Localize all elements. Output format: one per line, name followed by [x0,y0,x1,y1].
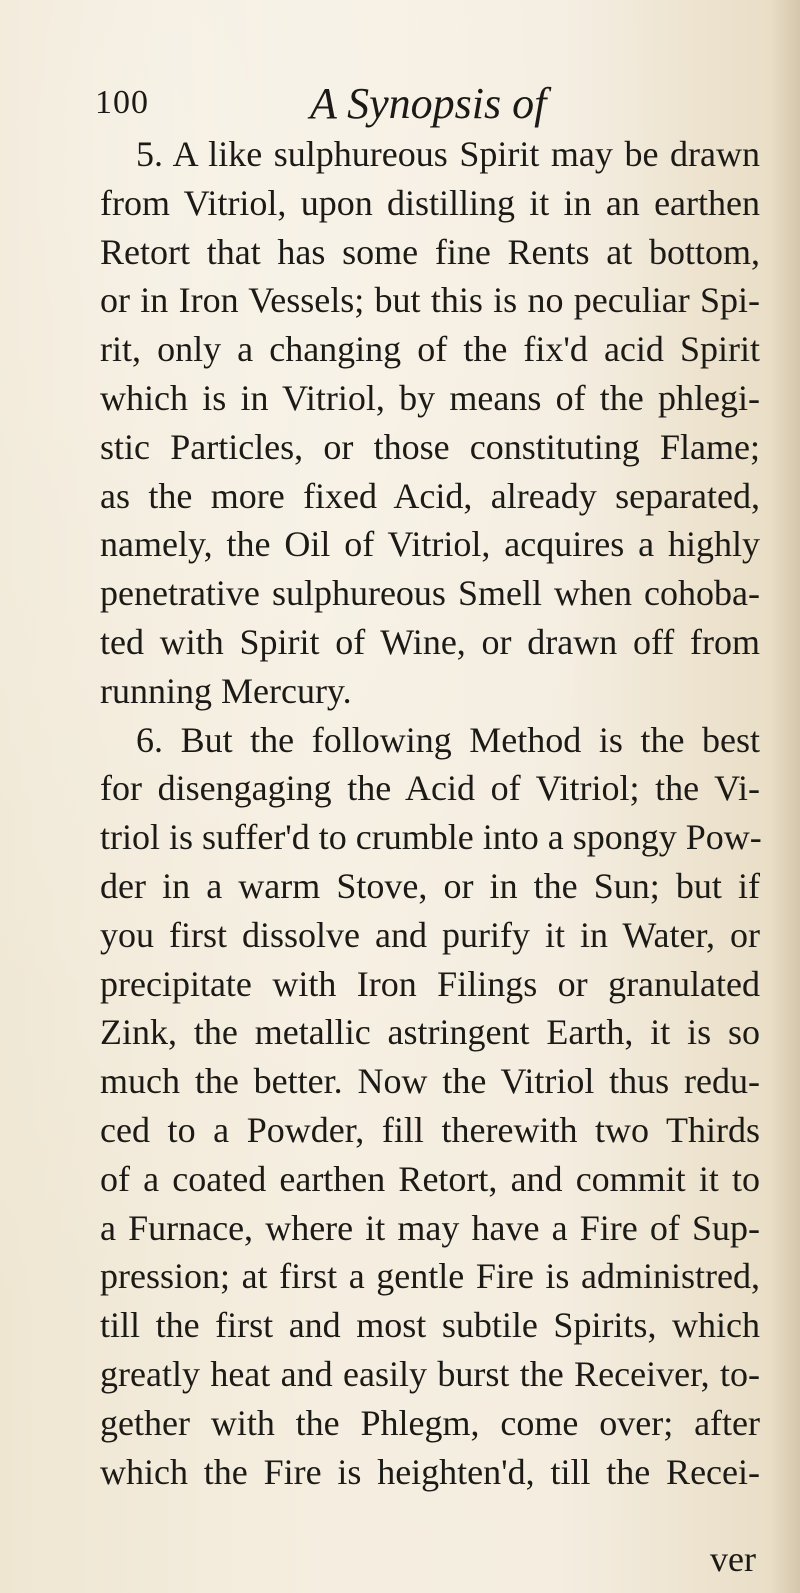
text-line: triol is suffer'd to crumble into a spongy Pow- [100,817,762,858]
text-line: 6. But the following Method is the best [136,719,760,760]
text-line: which the Fire is heighten'd, till the Recei- [100,1451,760,1492]
text-line: 5. A like sulphureous Spirit may be drawn [136,134,760,174]
text-line: penetrative sulphureous Smell when cohoba- [100,573,760,614]
text-line: much the better. Now the Vitriol thus redu- [100,1061,760,1102]
text-line: precipitate with Iron Filings or granulated [100,963,760,1004]
text-line: Zink, the metallic astringent Earth, it is so [100,1012,760,1053]
text-line: pression; at first a gentle Fire is administred, [100,1256,760,1297]
text-line: stic Particles, or those constituting Flame; [100,426,760,467]
body-text [100,130,760,1496]
text-line: namely, the Oil of Vitriol, acquires a highly [100,524,760,565]
text-line: ced to a Powder, fill therewith two Thirds [100,1109,760,1150]
text-line: Retort that has some fine Rents at bottom, [100,231,760,272]
running-title: A Synopsis of [310,79,547,128]
text-line: running Mercury. [100,670,352,711]
text-line: a Furnace, where it may have a Fire of Sup- [100,1207,760,1248]
text-line: as the more fixed Acid, already separated, [100,475,760,516]
text-line: gether with the Phlegm, come over; after [100,1402,760,1443]
text-line: of a coated earthen Retort, and commit it to [100,1158,760,1199]
page-number: 100 [95,84,149,121]
text-line: you first dissolve and purify it in Water, or [100,914,760,955]
text-line: which is in Vitriol, by means of the phlegi- [100,377,760,418]
text-line: greatly heat and easily burst the Receiver, to- [100,1353,760,1394]
text-line: for disengaging the Acid of Vitriol; the Vi- [100,768,760,809]
text-line: till the first and most subtile Spirits, which [100,1305,760,1346]
catchword: ver [710,1539,756,1579]
page-header [95,78,735,128]
text-line: or in Iron Vessels; but this is no peculiar Spi- [100,280,760,321]
text-line: ted with Spirit of Wine, or drawn off from [100,621,760,662]
text-line: from Vitriol, upon distilling it in an earthen [100,182,760,223]
text-line: der in a warm Stove, or in the Sun; but if [100,865,760,906]
text-line: rit, only a changing of the fix'd acid Spirit [100,329,760,370]
page-edge-shadow [770,0,800,1593]
